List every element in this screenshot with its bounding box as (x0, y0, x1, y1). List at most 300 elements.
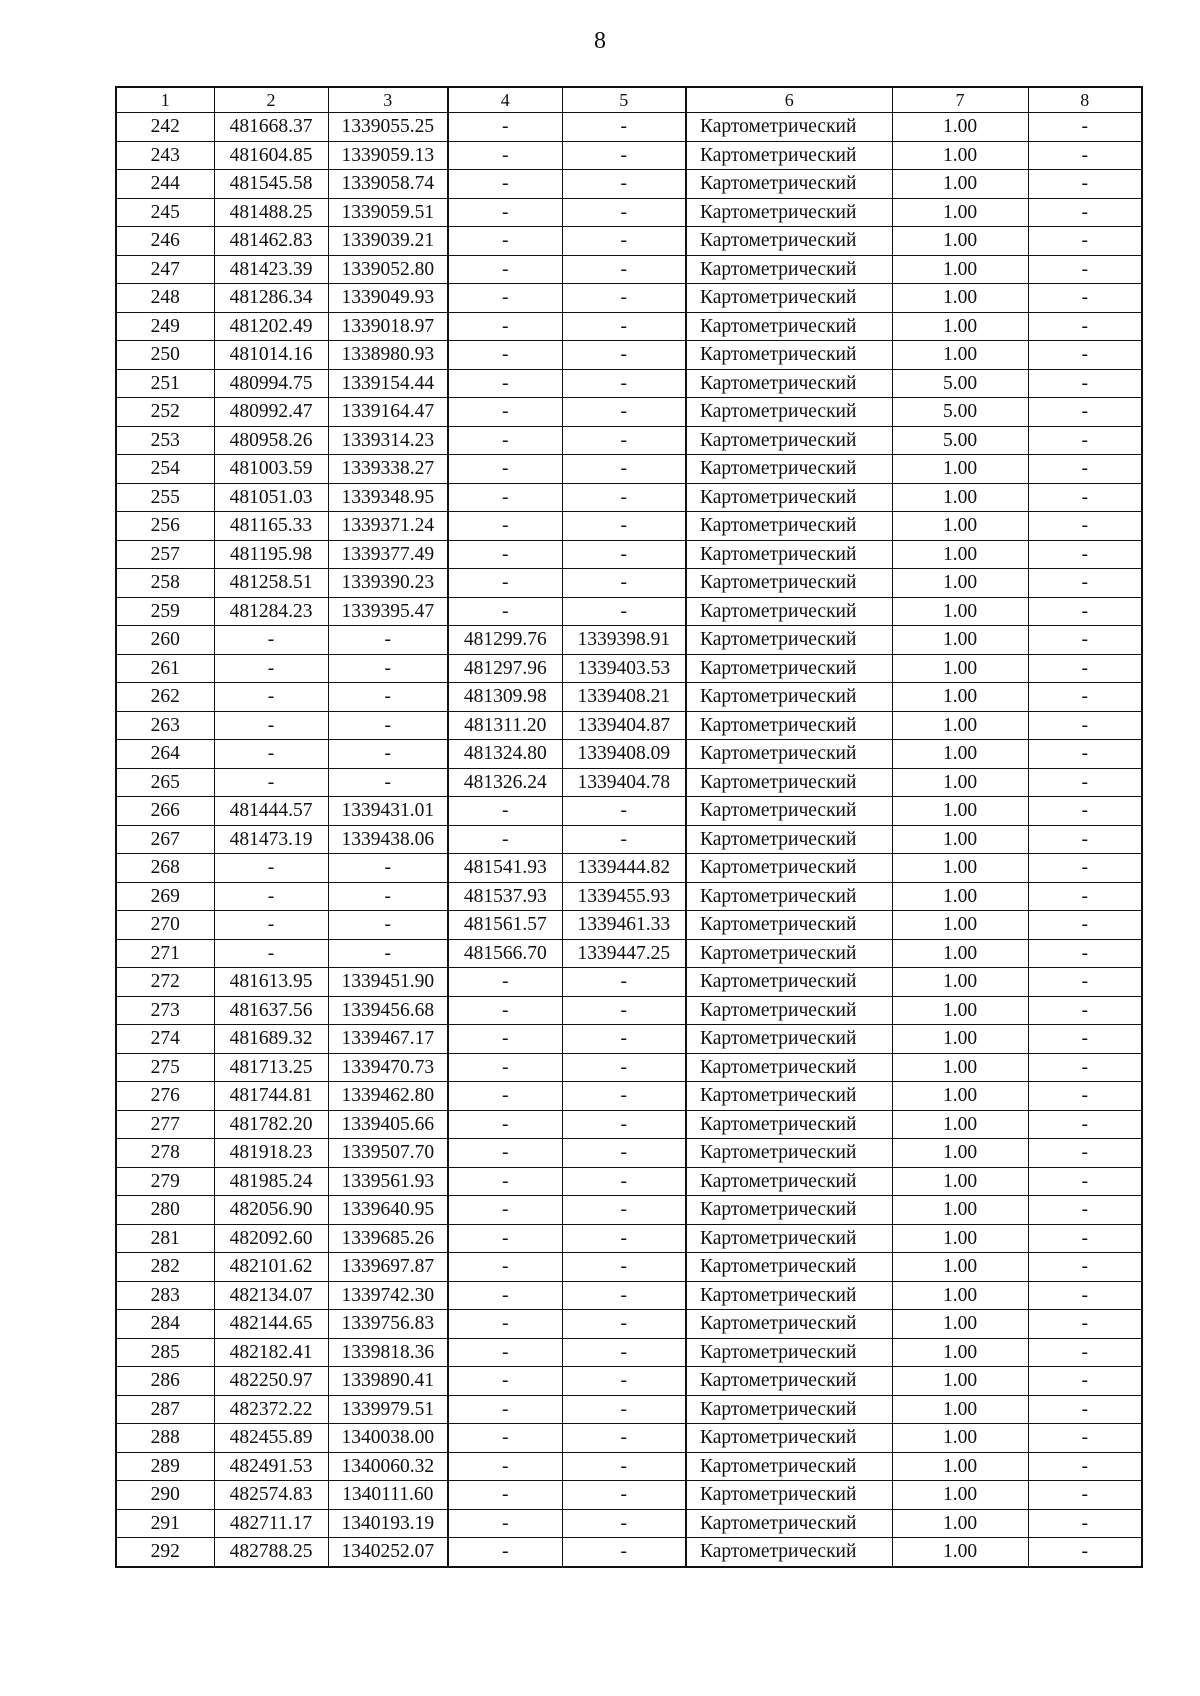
cell-y-coordinate-new: - (562, 1310, 686, 1339)
cell-point-number: 246 (116, 227, 214, 256)
cell-accuracy: 1.00 (892, 654, 1028, 683)
cell-x-coordinate-new: - (448, 227, 562, 256)
cell-note: - (1028, 369, 1142, 398)
cell-point-number: 260 (116, 626, 214, 655)
cell-point-number: 251 (116, 369, 214, 398)
cell-x-coordinate-new: - (448, 312, 562, 341)
cell-note: - (1028, 854, 1142, 883)
cell-method: Картометрический (686, 512, 892, 541)
cell-note: - (1028, 626, 1142, 655)
cell-x-coordinate-old: 482574.83 (214, 1481, 328, 1510)
cell-point-number: 282 (116, 1253, 214, 1282)
cell-method: Картометрический (686, 882, 892, 911)
table-row (116, 1281, 1142, 1310)
table-row (116, 968, 1142, 997)
cell-y-coordinate-new: - (562, 141, 686, 170)
cell-x-coordinate-new: - (448, 540, 562, 569)
cell-x-coordinate-old: 482250.97 (214, 1367, 328, 1396)
cell-x-coordinate-new: - (448, 1424, 562, 1453)
cell-note: - (1028, 113, 1142, 142)
cell-method: Картометрический (686, 1538, 892, 1567)
table-row (116, 1025, 1142, 1054)
cell-x-coordinate-old: - (214, 626, 328, 655)
cell-method: Картометрический (686, 1053, 892, 1082)
table-row (116, 1053, 1142, 1082)
cell-method: Картометрический (686, 426, 892, 455)
cell-method: Картометрический (686, 996, 892, 1025)
cell-method: Картометрический (686, 1367, 892, 1396)
cell-x-coordinate-new: - (448, 1538, 562, 1567)
table-row (116, 654, 1142, 683)
cell-accuracy: 1.00 (892, 597, 1028, 626)
cell-point-number: 252 (116, 398, 214, 427)
cell-note: - (1028, 740, 1142, 769)
cell-note: - (1028, 1167, 1142, 1196)
cell-y-coordinate-new: - (562, 312, 686, 341)
cell-note: - (1028, 483, 1142, 512)
cell-y-coordinate-new: - (562, 113, 686, 142)
cell-note: - (1028, 540, 1142, 569)
cell-method: Картометрический (686, 825, 892, 854)
cell-x-coordinate-old: 482455.89 (214, 1424, 328, 1453)
cell-x-coordinate-old: 481165.33 (214, 512, 328, 541)
cell-accuracy: 1.00 (892, 996, 1028, 1025)
cell-method: Картометрический (686, 683, 892, 712)
cell-accuracy: 1.00 (892, 455, 1028, 484)
cell-note: - (1028, 797, 1142, 826)
cell-x-coordinate-old: 481286.34 (214, 284, 328, 313)
cell-x-coordinate-old: 482182.41 (214, 1338, 328, 1367)
cell-x-coordinate-old: - (214, 740, 328, 769)
cell-method: Картометрический (686, 1452, 892, 1481)
cell-y-coordinate-old: 1339059.51 (328, 198, 448, 227)
cell-note: - (1028, 312, 1142, 341)
cell-x-coordinate-old: 482101.62 (214, 1253, 328, 1282)
cell-accuracy: 1.00 (892, 1281, 1028, 1310)
cell-method: Картометрический (686, 1196, 892, 1225)
cell-y-coordinate-old: - (328, 768, 448, 797)
cell-x-coordinate-old: 481444.57 (214, 797, 328, 826)
cell-y-coordinate-old: 1339405.66 (328, 1110, 448, 1139)
cell-note: - (1028, 1367, 1142, 1396)
cell-point-number: 259 (116, 597, 214, 626)
cell-point-number: 288 (116, 1424, 214, 1453)
cell-point-number: 249 (116, 312, 214, 341)
table-row (116, 797, 1142, 826)
cell-method: Картометрический (686, 854, 892, 883)
cell-x-coordinate-old: 481689.32 (214, 1025, 328, 1054)
cell-point-number: 278 (116, 1139, 214, 1168)
cell-accuracy: 1.00 (892, 312, 1028, 341)
cell-x-coordinate-old: 481051.03 (214, 483, 328, 512)
table-row (116, 483, 1142, 512)
cell-x-coordinate-old: 481258.51 (214, 569, 328, 598)
cell-y-coordinate-old: 1339395.47 (328, 597, 448, 626)
cell-x-coordinate-old: 481014.16 (214, 341, 328, 370)
cell-accuracy: 1.00 (892, 1110, 1028, 1139)
cell-y-coordinate-old: 1339018.97 (328, 312, 448, 341)
cell-accuracy: 1.00 (892, 854, 1028, 883)
cell-y-coordinate-new: - (562, 1196, 686, 1225)
table-row (116, 1338, 1142, 1367)
cell-y-coordinate-old: 1339390.23 (328, 569, 448, 598)
cell-x-coordinate-old: - (214, 939, 328, 968)
cell-point-number: 284 (116, 1310, 214, 1339)
cell-note: - (1028, 198, 1142, 227)
cell-note: - (1028, 711, 1142, 740)
cell-x-coordinate-old: 481003.59 (214, 455, 328, 484)
cell-x-coordinate-old: - (214, 768, 328, 797)
cell-method: Картометрический (686, 369, 892, 398)
cell-point-number: 268 (116, 854, 214, 883)
table-row (116, 113, 1142, 142)
table-row (116, 626, 1142, 655)
cell-method: Картометрический (686, 626, 892, 655)
table-row (116, 255, 1142, 284)
cell-note: - (1028, 1053, 1142, 1082)
cell-x-coordinate-old: 482056.90 (214, 1196, 328, 1225)
table-row (116, 284, 1142, 313)
cell-y-coordinate-new: - (562, 1452, 686, 1481)
cell-accuracy: 5.00 (892, 398, 1028, 427)
cell-x-coordinate-old: 480958.26 (214, 426, 328, 455)
cell-y-coordinate-old: 1340193.19 (328, 1509, 448, 1538)
cell-note: - (1028, 597, 1142, 626)
cell-note: - (1028, 996, 1142, 1025)
cell-y-coordinate-new: - (562, 1395, 686, 1424)
cell-accuracy: 1.00 (892, 939, 1028, 968)
cell-note: - (1028, 284, 1142, 313)
cell-method: Картометрический (686, 740, 892, 769)
cell-note: - (1028, 825, 1142, 854)
cell-note: - (1028, 768, 1142, 797)
cell-method: Картометрический (686, 284, 892, 313)
cell-y-coordinate-old: - (328, 882, 448, 911)
cell-y-coordinate-old: 1339640.95 (328, 1196, 448, 1225)
cell-accuracy: 1.00 (892, 1338, 1028, 1367)
cell-x-coordinate-new: 481311.20 (448, 711, 562, 740)
cell-y-coordinate-old: 1339438.06 (328, 825, 448, 854)
cell-method: Картометрический (686, 968, 892, 997)
cell-point-number: 281 (116, 1224, 214, 1253)
column-header-2: 2 (214, 87, 328, 113)
cell-accuracy: 1.00 (892, 483, 1028, 512)
cell-x-coordinate-new: - (448, 597, 562, 626)
cell-y-coordinate-new: - (562, 255, 686, 284)
cell-y-coordinate-new: - (562, 483, 686, 512)
cell-point-number: 291 (116, 1509, 214, 1538)
cell-y-coordinate-new: - (562, 1481, 686, 1510)
cell-x-coordinate-new: - (448, 1082, 562, 1111)
cell-y-coordinate-old: 1339890.41 (328, 1367, 448, 1396)
cell-method: Картометрический (686, 797, 892, 826)
table-row (116, 740, 1142, 769)
cell-y-coordinate-old: 1339756.83 (328, 1310, 448, 1339)
cell-note: - (1028, 512, 1142, 541)
cell-y-coordinate-new: - (562, 369, 686, 398)
cell-x-coordinate-new: - (448, 284, 562, 313)
cell-y-coordinate-old: 1339507.70 (328, 1139, 448, 1168)
cell-x-coordinate-old: 481545.58 (214, 170, 328, 199)
cell-accuracy: 1.00 (892, 1424, 1028, 1453)
cell-point-number: 257 (116, 540, 214, 569)
cell-y-coordinate-new: - (562, 1110, 686, 1139)
cell-y-coordinate-new: - (562, 398, 686, 427)
cell-y-coordinate-new: - (562, 968, 686, 997)
cell-method: Картометрический (686, 1310, 892, 1339)
cell-x-coordinate-new: 481541.93 (448, 854, 562, 883)
cell-point-number: 255 (116, 483, 214, 512)
cell-x-coordinate-new: - (448, 1053, 562, 1082)
cell-x-coordinate-old: 481668.37 (214, 113, 328, 142)
column-header-1: 1 (116, 87, 214, 113)
cell-accuracy: 1.00 (892, 797, 1028, 826)
cell-x-coordinate-old: 481462.83 (214, 227, 328, 256)
cell-y-coordinate-new: 1339403.53 (562, 654, 686, 683)
cell-x-coordinate-old: 481713.25 (214, 1053, 328, 1082)
cell-accuracy: 1.00 (892, 540, 1028, 569)
cell-y-coordinate-old: 1339059.13 (328, 141, 448, 170)
cell-point-number: 265 (116, 768, 214, 797)
table-row (116, 1253, 1142, 1282)
cell-y-coordinate-new: 1339408.09 (562, 740, 686, 769)
cell-y-coordinate-new: - (562, 284, 686, 313)
table-row (116, 540, 1142, 569)
table-row (116, 683, 1142, 712)
table-row (116, 569, 1142, 598)
table-row (116, 996, 1142, 1025)
cell-y-coordinate-new: - (562, 1538, 686, 1567)
cell-point-number: 276 (116, 1082, 214, 1111)
cell-x-coordinate-old: - (214, 711, 328, 740)
cell-method: Картометрический (686, 1224, 892, 1253)
cell-y-coordinate-old: - (328, 711, 448, 740)
cell-method: Картометрический (686, 711, 892, 740)
table-row (116, 1082, 1142, 1111)
cell-note: - (1028, 882, 1142, 911)
cell-x-coordinate-new: 481326.24 (448, 768, 562, 797)
cell-accuracy: 1.00 (892, 1167, 1028, 1196)
cell-x-coordinate-old: 481284.23 (214, 597, 328, 626)
table-body (116, 113, 1142, 1567)
cell-note: - (1028, 455, 1142, 484)
cell-x-coordinate-new: 481309.98 (448, 683, 562, 712)
cell-method: Картометрический (686, 455, 892, 484)
cell-point-number: 275 (116, 1053, 214, 1082)
cell-y-coordinate-old: 1339338.27 (328, 455, 448, 484)
cell-method: Картометрический (686, 597, 892, 626)
cell-y-coordinate-new: - (562, 1338, 686, 1367)
cell-x-coordinate-old: 481918.23 (214, 1139, 328, 1168)
column-header-8: 8 (1028, 87, 1142, 113)
cell-y-coordinate-old: 1339561.93 (328, 1167, 448, 1196)
cell-y-coordinate-new: - (562, 341, 686, 370)
cell-note: - (1028, 1481, 1142, 1510)
cell-point-number: 248 (116, 284, 214, 313)
cell-y-coordinate-new: 1339408.21 (562, 683, 686, 712)
cell-note: - (1028, 1196, 1142, 1225)
cell-y-coordinate-old: 1339055.25 (328, 113, 448, 142)
cell-x-coordinate-new: - (448, 512, 562, 541)
cell-point-number: 271 (116, 939, 214, 968)
cell-method: Картометрический (686, 768, 892, 797)
cell-note: - (1028, 1509, 1142, 1538)
cell-y-coordinate-new: - (562, 426, 686, 455)
cell-point-number: 289 (116, 1452, 214, 1481)
cell-y-coordinate-old: - (328, 683, 448, 712)
cell-accuracy: 1.00 (892, 1082, 1028, 1111)
cell-point-number: 247 (116, 255, 214, 284)
cell-x-coordinate-old: 481604.85 (214, 141, 328, 170)
cell-y-coordinate-old: 1340060.32 (328, 1452, 448, 1481)
cell-x-coordinate-new: - (448, 968, 562, 997)
cell-note: - (1028, 1224, 1142, 1253)
cell-y-coordinate-new: - (562, 1082, 686, 1111)
cell-y-coordinate-new: - (562, 170, 686, 199)
cell-x-coordinate-old: - (214, 683, 328, 712)
cell-y-coordinate-new: - (562, 512, 686, 541)
cell-y-coordinate-old: 1339377.49 (328, 540, 448, 569)
cell-x-coordinate-new: - (448, 1481, 562, 1510)
table-row (116, 512, 1142, 541)
cell-y-coordinate-old: 1338980.93 (328, 341, 448, 370)
cell-method: Картометрический (686, 1281, 892, 1310)
table-row (116, 1395, 1142, 1424)
cell-method: Картометрический (686, 1509, 892, 1538)
cell-y-coordinate-new: 1339444.82 (562, 854, 686, 883)
cell-accuracy: 1.00 (892, 113, 1028, 142)
cell-accuracy: 1.00 (892, 711, 1028, 740)
cell-x-coordinate-old: - (214, 654, 328, 683)
cell-x-coordinate-old: 482092.60 (214, 1224, 328, 1253)
cell-point-number: 286 (116, 1367, 214, 1396)
cell-point-number: 243 (116, 141, 214, 170)
cell-y-coordinate-old: 1339467.17 (328, 1025, 448, 1054)
table-row (116, 768, 1142, 797)
cell-y-coordinate-new: - (562, 1424, 686, 1453)
cell-point-number: 272 (116, 968, 214, 997)
cell-note: - (1028, 1452, 1142, 1481)
cell-y-coordinate-new: - (562, 1253, 686, 1282)
cell-note: - (1028, 1139, 1142, 1168)
table-row (116, 1367, 1142, 1396)
table-row (116, 825, 1142, 854)
cell-x-coordinate-new: 481324.80 (448, 740, 562, 769)
cell-y-coordinate-new: - (562, 1053, 686, 1082)
cell-x-coordinate-new: - (448, 1509, 562, 1538)
table-row (116, 1310, 1142, 1339)
cell-method: Картометрический (686, 1395, 892, 1424)
table-row (116, 1224, 1142, 1253)
cell-x-coordinate-old: 481637.56 (214, 996, 328, 1025)
cell-y-coordinate-new: 1339398.91 (562, 626, 686, 655)
cell-x-coordinate-old: 481423.39 (214, 255, 328, 284)
cell-note: - (1028, 1281, 1142, 1310)
cell-note: - (1028, 683, 1142, 712)
cell-point-number: 267 (116, 825, 214, 854)
cell-x-coordinate-new: - (448, 426, 562, 455)
cell-point-number: 270 (116, 911, 214, 940)
cell-method: Картометрический (686, 911, 892, 940)
cell-accuracy: 1.00 (892, 626, 1028, 655)
cell-x-coordinate-new: - (448, 1395, 562, 1424)
cell-accuracy: 1.00 (892, 1224, 1028, 1253)
cell-method: Картометрический (686, 1167, 892, 1196)
cell-point-number: 290 (116, 1481, 214, 1510)
cell-y-coordinate-old: 1339371.24 (328, 512, 448, 541)
cell-x-coordinate-new: - (448, 170, 562, 199)
cell-x-coordinate-new: - (448, 825, 562, 854)
cell-note: - (1028, 911, 1142, 940)
cell-y-coordinate-old: 1339164.47 (328, 398, 448, 427)
cell-point-number: 244 (116, 170, 214, 199)
column-header-5: 5 (562, 87, 686, 113)
cell-point-number: 253 (116, 426, 214, 455)
table-row (116, 882, 1142, 911)
column-header-3: 3 (328, 87, 448, 113)
cell-method: Картометрический (686, 540, 892, 569)
cell-x-coordinate-new: - (448, 1139, 562, 1168)
cell-method: Картометрический (686, 170, 892, 199)
cell-x-coordinate-new: 481537.93 (448, 882, 562, 911)
cell-method: Картометрический (686, 939, 892, 968)
cell-y-coordinate-new: - (562, 1367, 686, 1396)
table-row (116, 911, 1142, 940)
column-header-4: 4 (448, 87, 562, 113)
cell-point-number: 285 (116, 1338, 214, 1367)
cell-accuracy: 1.00 (892, 170, 1028, 199)
cell-note: - (1028, 968, 1142, 997)
cell-accuracy: 1.00 (892, 1310, 1028, 1339)
cell-y-coordinate-old: - (328, 939, 448, 968)
cell-accuracy: 1.00 (892, 1481, 1028, 1510)
cell-x-coordinate-new: - (448, 398, 562, 427)
cell-y-coordinate-new: - (562, 1281, 686, 1310)
cell-x-coordinate-new: - (448, 996, 562, 1025)
column-header-7: 7 (892, 87, 1028, 113)
cell-x-coordinate-old: 482144.65 (214, 1310, 328, 1339)
cell-accuracy: 1.00 (892, 341, 1028, 370)
cell-method: Картометрический (686, 1481, 892, 1510)
cell-y-coordinate-old: 1339462.80 (328, 1082, 448, 1111)
cell-x-coordinate-old: 481985.24 (214, 1167, 328, 1196)
cell-method: Картометрический (686, 1253, 892, 1282)
table-row (116, 369, 1142, 398)
cell-note: - (1028, 939, 1142, 968)
cell-accuracy: 1.00 (892, 740, 1028, 769)
cell-y-coordinate-new: 1339447.25 (562, 939, 686, 968)
cell-y-coordinate-old: - (328, 740, 448, 769)
cell-y-coordinate-new: 1339461.33 (562, 911, 686, 940)
cell-accuracy: 5.00 (892, 426, 1028, 455)
cell-y-coordinate-new: - (562, 797, 686, 826)
cell-accuracy: 1.00 (892, 1053, 1028, 1082)
table-row (116, 1452, 1142, 1481)
cell-point-number: 283 (116, 1281, 214, 1310)
cell-x-coordinate-new: 481561.57 (448, 911, 562, 940)
cell-x-coordinate-old: 481613.95 (214, 968, 328, 997)
cell-x-coordinate-old: 482711.17 (214, 1509, 328, 1538)
cell-y-coordinate-new: - (562, 540, 686, 569)
cell-method: Картометрический (686, 1338, 892, 1367)
cell-accuracy: 5.00 (892, 369, 1028, 398)
cell-point-number: 277 (116, 1110, 214, 1139)
cell-accuracy: 1.00 (892, 1025, 1028, 1054)
table-row (116, 170, 1142, 199)
table-row (116, 227, 1142, 256)
cell-point-number: 266 (116, 797, 214, 826)
cell-accuracy: 1.00 (892, 911, 1028, 940)
